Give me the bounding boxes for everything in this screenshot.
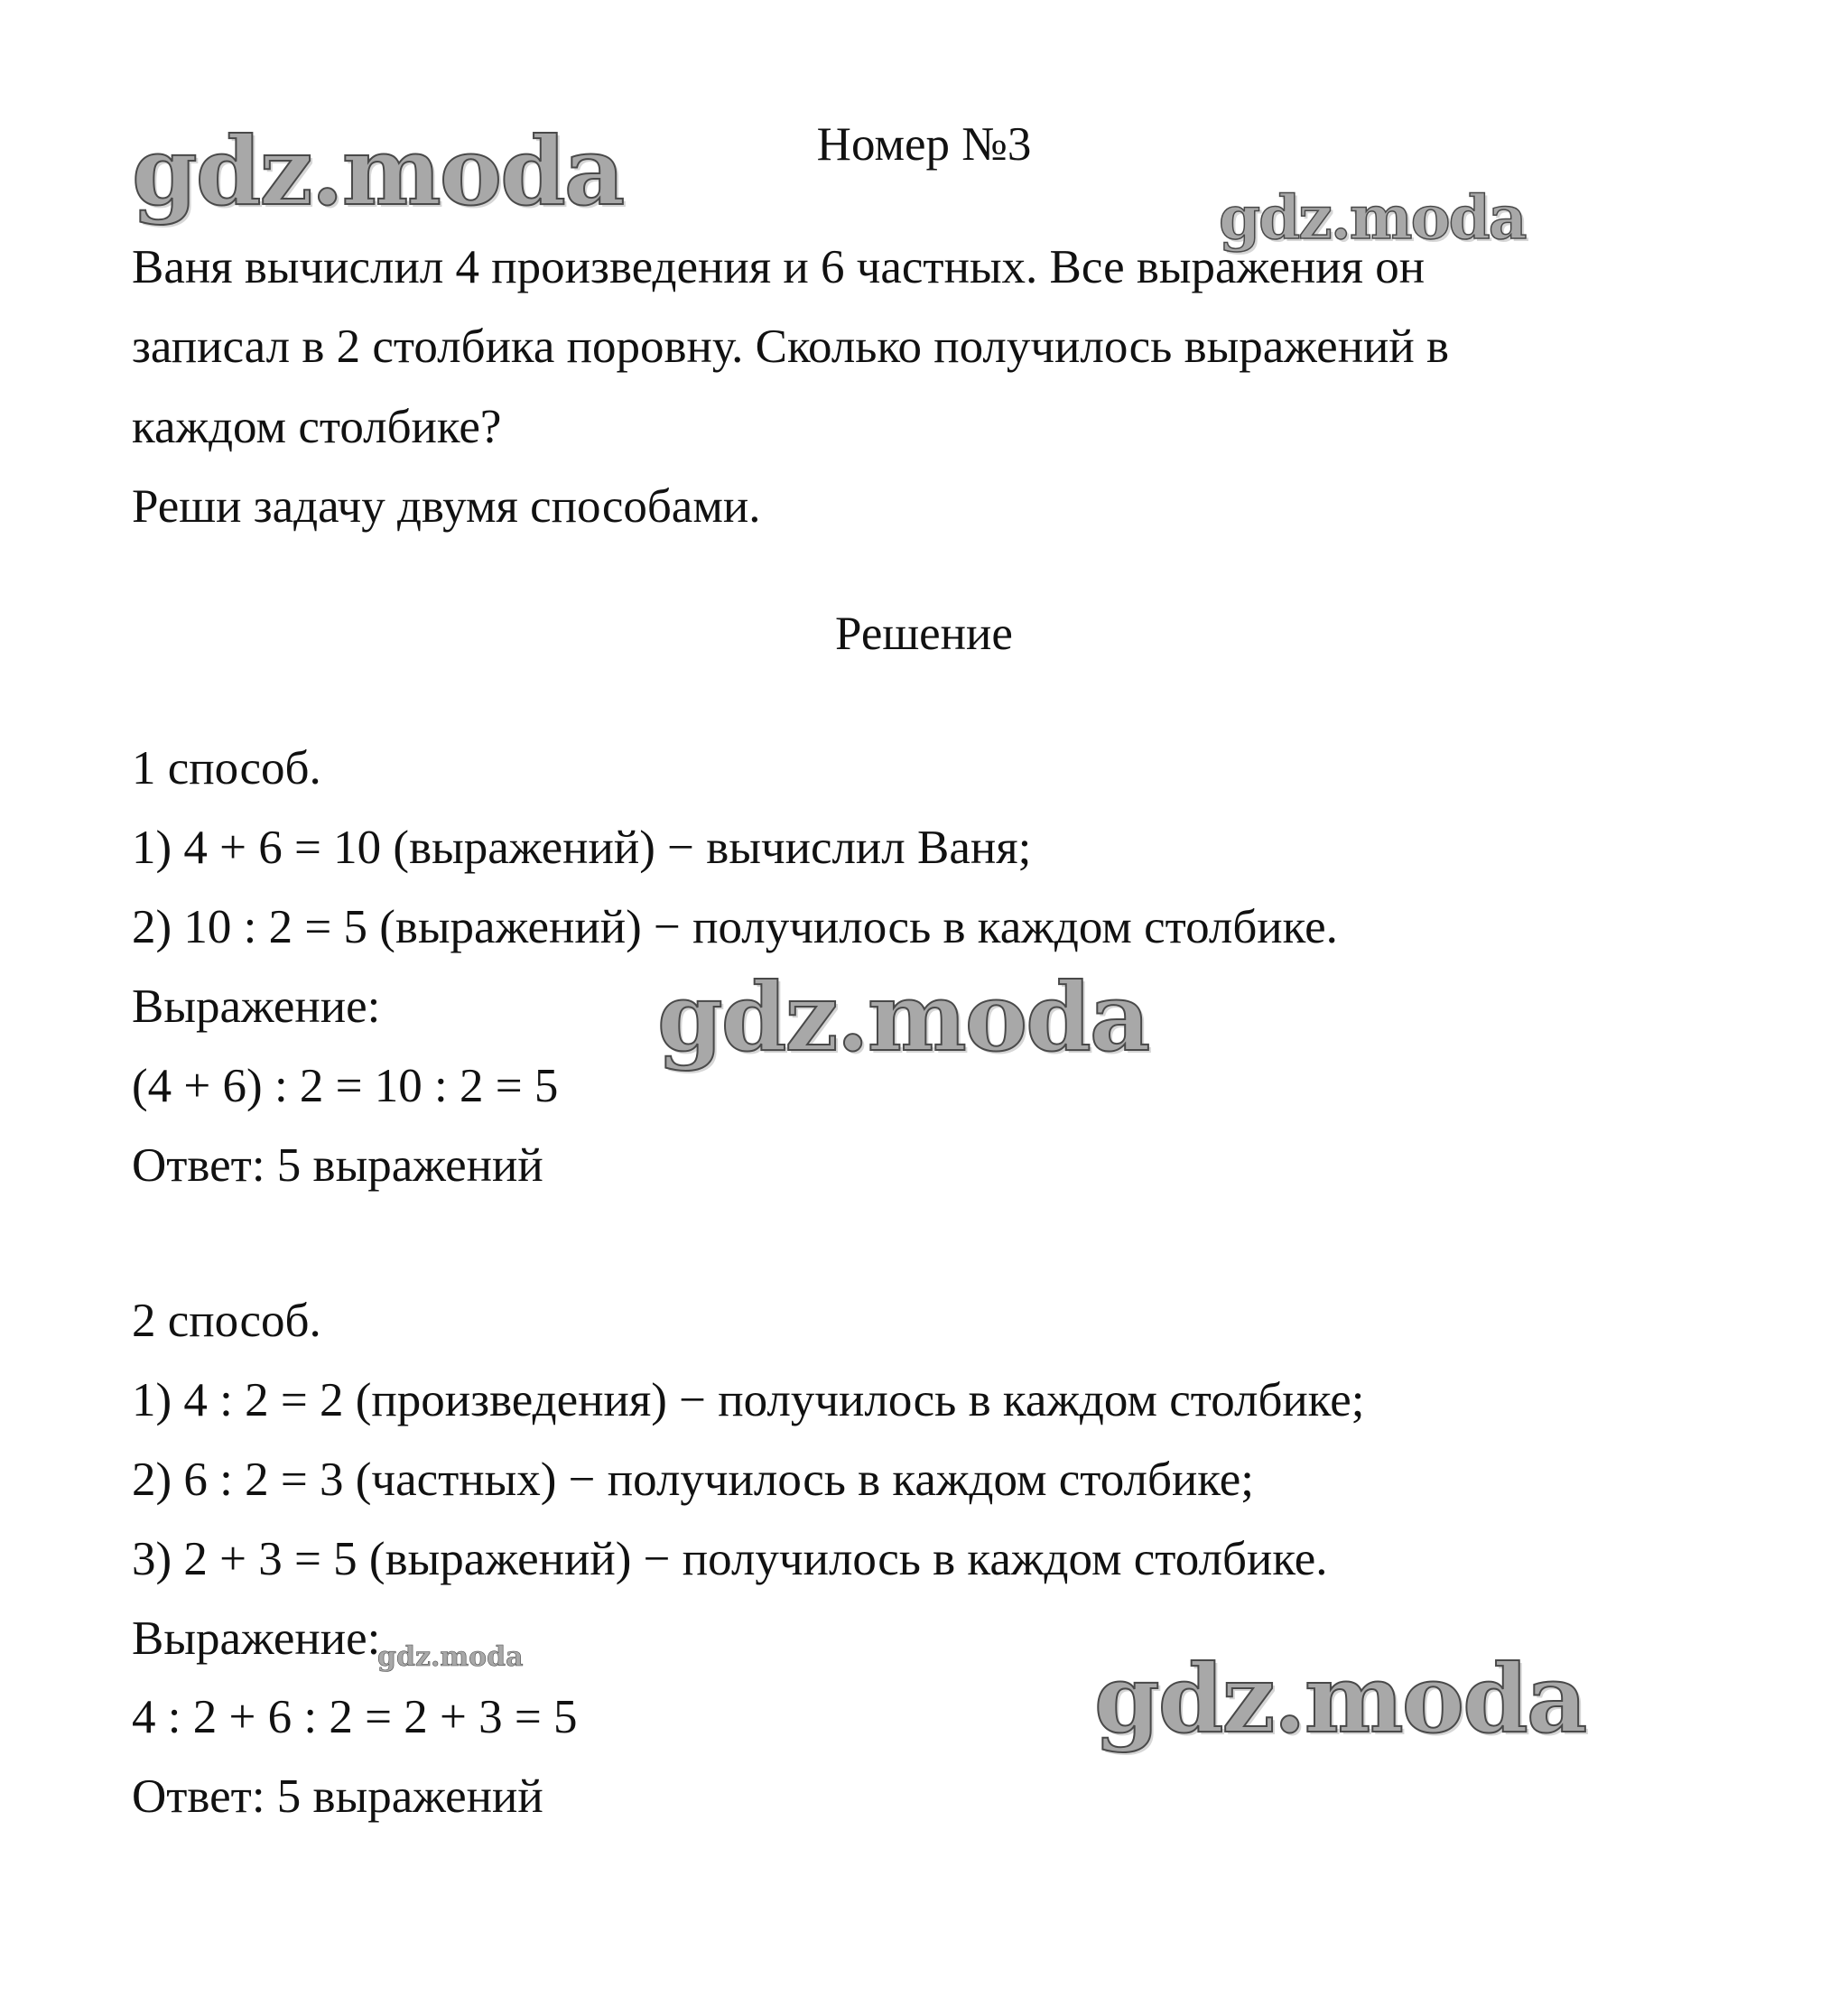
watermark: gdz.moda [132, 116, 624, 227]
solution-step: 2) 6 : 2 = 3 (частных) − получилось в каждом столбике; [132, 1454, 1254, 1506]
solution-heading: Решение [835, 608, 1013, 660]
problem-text: Реши задачу двумя способами. [132, 480, 761, 533]
answer: Ответ: 5 выражений [132, 1139, 543, 1192]
solution-step: 3) 2 + 3 = 5 (выражений) − получилось в каждом столбике. [132, 1533, 1328, 1585]
method-label: 1 способ. [132, 742, 321, 794]
expression-label: Выражение: [132, 1612, 381, 1665]
solution-step: 1) 4 + 6 = 10 (выражений) − вычислил Ваня; [132, 822, 1032, 874]
problem-text: Ваня вычислил 4 произведения и 6 частных. Все выражения он [132, 241, 1425, 293]
watermark: gdz.moda [377, 1641, 524, 1673]
expression: (4 + 6) : 2 = 10 : 2 = 5 [132, 1060, 559, 1112]
page-title: Номер №3 [816, 118, 1032, 171]
method-label: 2 способ. [132, 1295, 321, 1347]
solution-step: 1) 4 : 2 = 2 (произведения) − получилось в каждом столбике; [132, 1374, 1365, 1426]
watermark: gdz.moda [1094, 1643, 1586, 1754]
watermark: gdz.moda [657, 961, 1149, 1073]
solution-step: 2) 10 : 2 = 5 (выражений) − получилось в каждом столбике. [132, 901, 1338, 953]
expression-label: Выражение: [132, 980, 381, 1033]
problem-text: записал в 2 столбика поровну. Сколько получилось выражений в [132, 320, 1450, 373]
answer: Ответ: 5 выражений [132, 1770, 543, 1823]
problem-text: каждом столбике? [132, 401, 502, 453]
expression: 4 : 2 + 6 : 2 = 2 + 3 = 5 [132, 1691, 578, 1743]
watermark: gdz.moda [1219, 182, 1526, 253]
